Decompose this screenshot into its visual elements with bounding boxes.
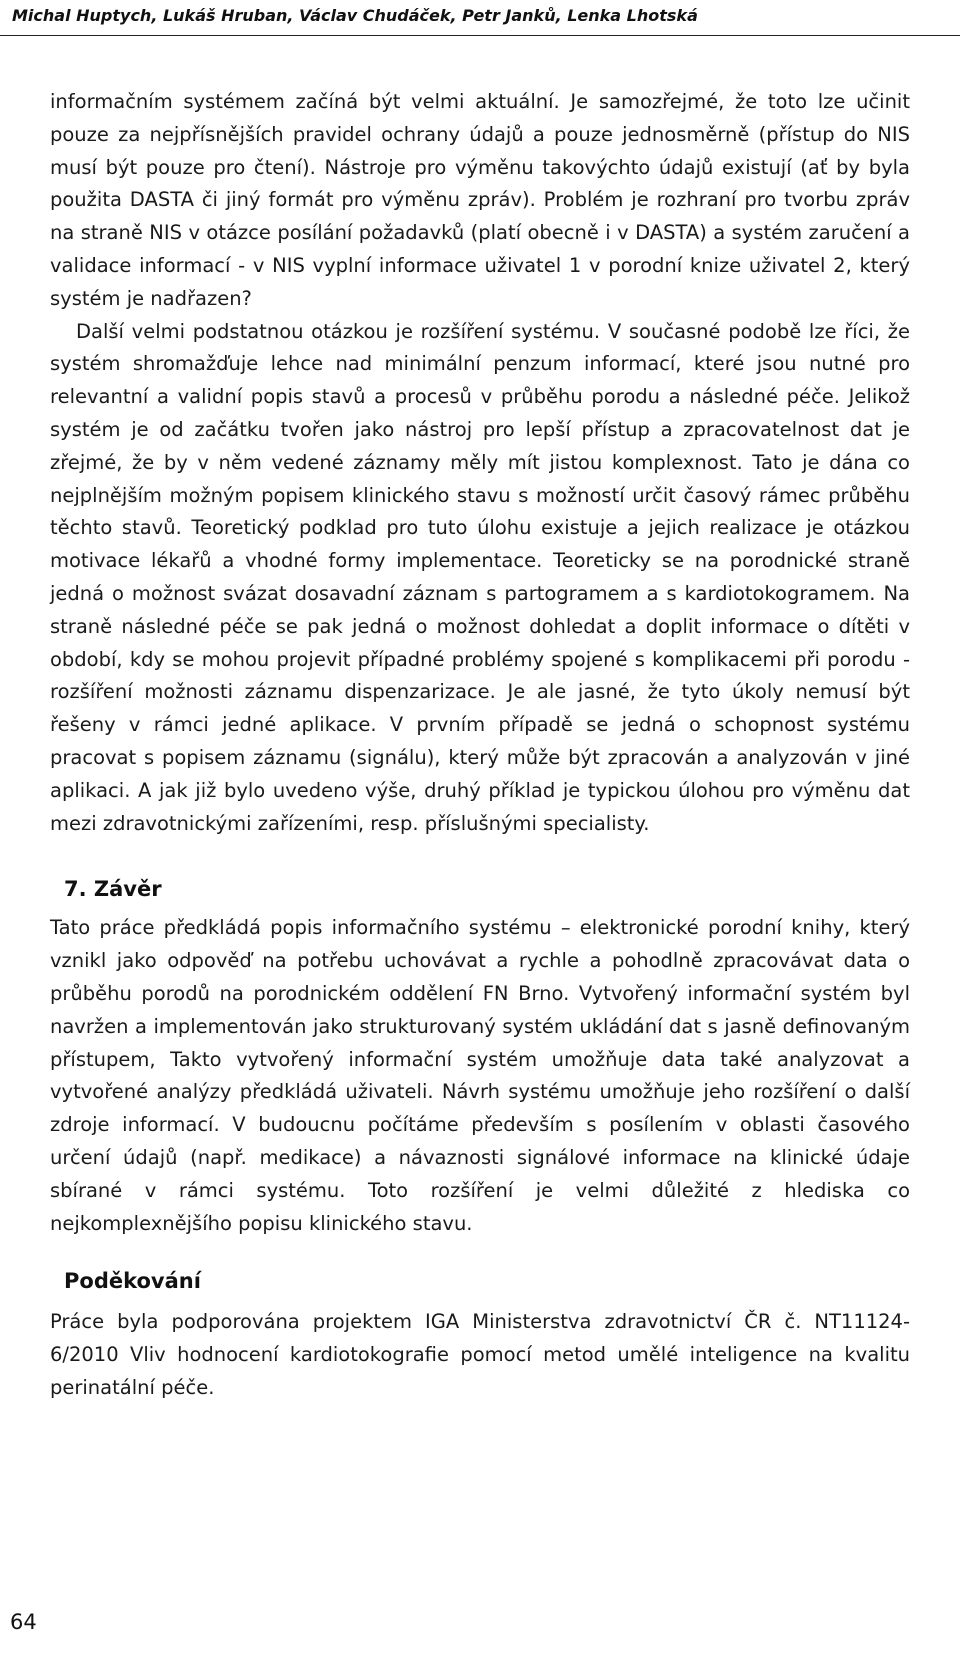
page-content — [50, 86, 910, 1405]
body-paragraph: informačním systémem začíná být velmi aktuální. Je samozřejmé, že toto lze učinit pouze za nejpřísnějších pravidel ochrany údajů a pouze jednosměrně (přístup do NIS musí být pouze pro čtení). Nástroje pro výměnu takovýchto údajů existují (ať by byla použita DASTA či jiný formát pro výměnu zpráv). Problém je rozhraní pro tvorbu zpráv na straně NIS v otázce posílání požadavků (platí obecně i v DASTA) a systém zaručení a validace informací - v NIS vyplní informace uživatel 1 v porodní knize uživatel 2, který systém je nadřazen? — [50, 90, 910, 310]
running-header-authors: Michal Huptych, Lukáš Hruban, Václav Chudáček, Petr Janků, Lenka Lhotská — [0, 0, 960, 36]
page-number: 64 — [10, 1610, 37, 1634]
conclusion-paragraph: Tato práce předkládá popis informačního systému – elektronické porodní knihy, který vznikl jako odpověď na potřebu uchovávat a rychle a pohodlně zpracovávat data o průběhu porodů na porodnickém oddělení FN Brno. Vytvořený informační systém byl navržen a implementován jako strukturovaný systém ukládání dat s jasně definovaným přístupem, Takto vytvořený informační systém umožňuje data také analyzovat a vytvořené analýzy předkládá uživateli. Návrh systému umožňuje jeho rozšíření o další zdroje informací. V budoucnu počítáme především s posílením v oblasti časového určení údajů (např. medikace) a návaznosti signálové informace na klinické údaje sbírané v rámci systému. Toto rozšíření je velmi důležité z hlediska co nejkomplexnějšího popisu klinického stavu. — [50, 916, 910, 1235]
acknowledgement-paragraph: Práce byla podporována projektem IGA Ministerstva zdravotnictví ČR č. NT11124-6/2010 Vliv hodnocení kardiotokografie pomocí metod umělé inteligence na kvalitu perinatální péče. — [50, 1310, 910, 1399]
section-heading-conclusion: 7. Závěr — [64, 877, 162, 902]
acknowledgement-heading: Poděkování — [64, 1269, 201, 1294]
body-paragraph: Další velmi podstatnou otázkou je rozšíření systému. V současné podobě lze říci, že systém shromažďuje lehce nad minimální penzum informací, které jsou nutné pro relevantní a validní popis stavů a procesů v průběhu porodu a následné péče. Jelikož systém je od začátku tvořen jako nástroj pro lepší přístup a zpracovatelnost dat je zřejmé, že by v něm vedené záznamy měly mít jistou komplexnost. Tato je dána co nejplnějším možným popisem klinického stavu s možností určit časový rámec průběhu těchto stavů. Teoretický podklad pro tuto úlohu existuje a jejich realizace je otázkou motivace lékařů a vhodné formy implementace. Teoreticky se na porodnické straně jedná o možnost svázat dosavadní záznam s partogramem a s kardiotokogramem. Na straně následné péče se pak jedná o možnost dohledat a doplit informace o dítěti v období, kdy se mohou projevit případné problémy spojené s komplikacemi při porodu - rozšíření možnosti záznamu dispenzarizace. Je ale jasné, že tyto úkoly nemusí být řešeny v rámci jedné aplikace. V prvním případě se jedná o schopnost systému pracovat s popisem záznamu (signálu), který může být zpracován a analyzován v jiné aplikaci. A jak již bylo uvedeno výše, druhý příklad je typickou úlohou pro výměnu dat mezi zdravotnickými zařízeními, resp. příslušnými specialisty. — [50, 319, 910, 835]
